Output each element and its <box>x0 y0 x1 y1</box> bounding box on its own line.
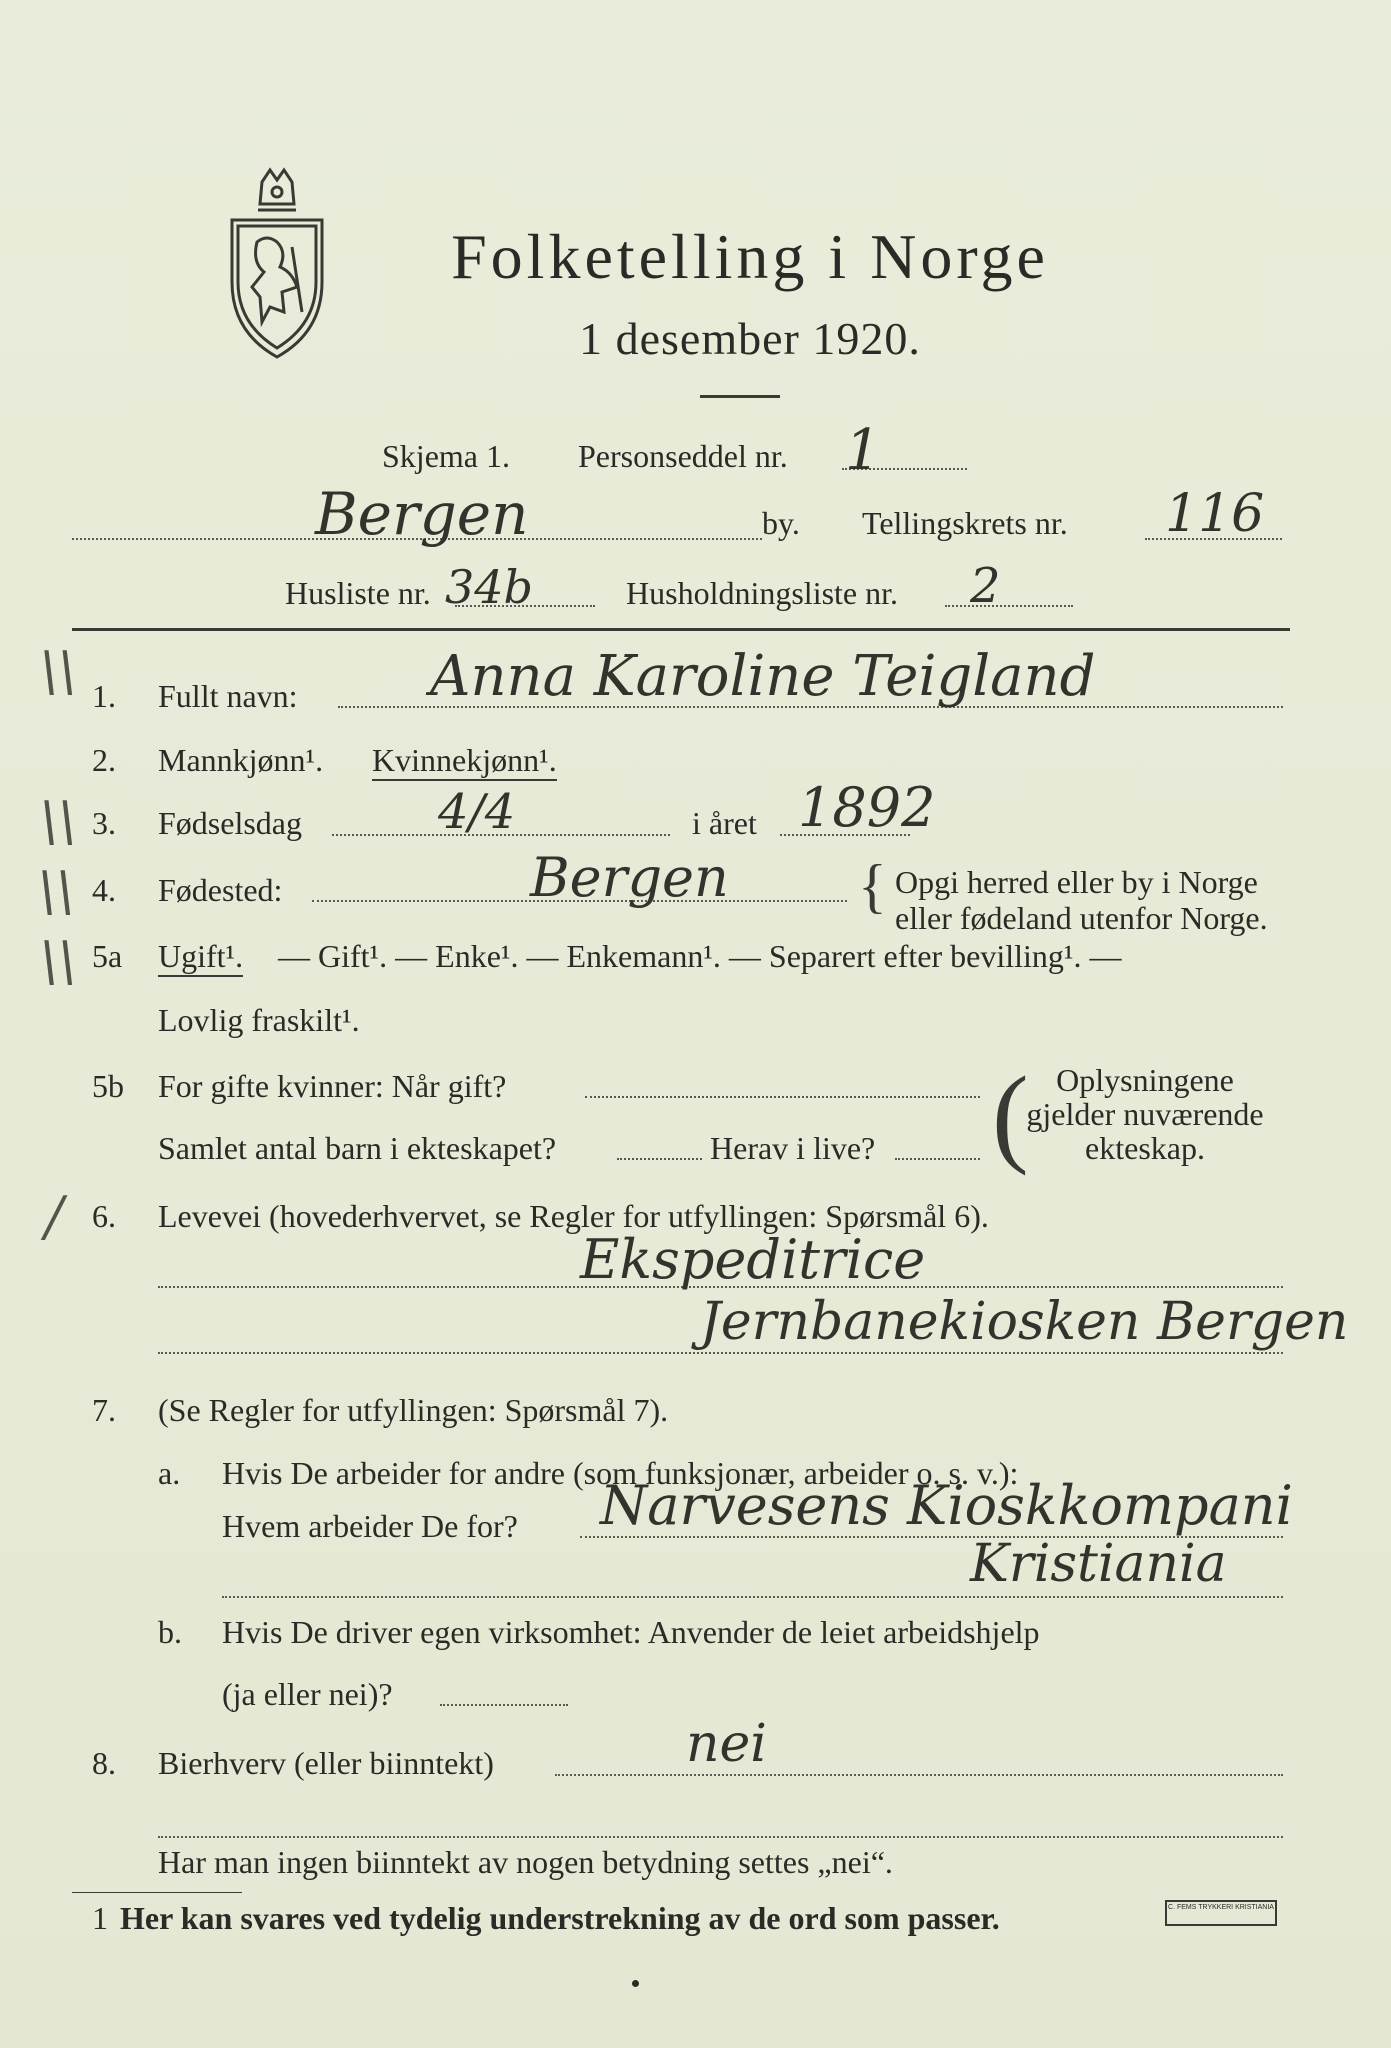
q5a-number: 5a <box>92 938 123 974</box>
coat-of-arms-icon <box>222 162 332 362</box>
q5b-note-brace: ( <box>992 1054 1029 1176</box>
husholdningsliste-value: 2 <box>970 558 1001 614</box>
q1-number: 1. <box>92 678 116 714</box>
q7-number: 7. <box>92 1392 116 1428</box>
q4-label: Fødested: <box>158 872 283 908</box>
q2-number: 2. <box>92 742 116 778</box>
husliste-value: 34b <box>445 560 533 614</box>
side-income-field-line2[interactable] <box>158 1836 1283 1838</box>
birth-year-value: 1892 <box>798 776 936 839</box>
side-income-value: nei <box>686 1714 767 1774</box>
side-income-field[interactable] <box>555 1774 1283 1776</box>
occupation-value-line1: Ekspeditrice <box>580 1228 926 1291</box>
q7a-question: Hvem arbeider De for? <box>222 1508 518 1544</box>
q5b-note-line2: gjelder nuværende <box>1026 1096 1264 1132</box>
q6-label: Levevei (hovederhvervet, se Regler for utfyllingen: Spørsmål 6). <box>158 1198 989 1234</box>
printer-stamp: C. FEMS TRYKKERI KRISTIANIA <box>1165 1900 1277 1926</box>
tellingskrets-label: Tellingskrets nr. <box>862 505 1068 541</box>
check-mark-4: \\ <box>38 860 75 923</box>
footnote-divider <box>72 1892 242 1893</box>
q1-label: Fullt navn: <box>158 678 298 714</box>
form-title: Folketelling i Norge <box>451 221 1049 292</box>
q5a-ugift-option[interactable]: Ugift¹. <box>158 938 243 977</box>
q8-number: 8. <box>92 1745 116 1781</box>
q5b-note-line1: Oplysningene <box>1056 1062 1234 1098</box>
birthday-value: 4/4 <box>438 784 516 840</box>
footnote-text: Her kan svares ved tydelig understrekning av de ord som passer. <box>120 1900 1000 1936</box>
tellingskrets-value: 116 <box>1165 484 1265 544</box>
q4-note-brace: { <box>858 853 887 919</box>
q7b-letter: b. <box>158 1614 182 1650</box>
husholdningsliste-label: Husholdningsliste nr. <box>626 575 899 611</box>
q3-number: 3. <box>92 805 116 841</box>
q7b-question: (ja eller nei)? <box>222 1676 393 1712</box>
married-date-field[interactable] <box>585 1096 980 1098</box>
q7b-text: Hvis De driver egen virksomhet: Anvender de leiet arbeidshjelp <box>222 1614 1040 1650</box>
by-label: by. <box>762 505 800 541</box>
q5a-other-options[interactable]: — Gift¹. — Enke¹. — Enkemann¹. — Separert efter bevilling¹. — <box>278 938 1122 974</box>
check-mark-6: / <box>45 1185 64 1248</box>
q3-year-label: i året <box>692 805 757 841</box>
q2-female-option[interactable]: Kvinnekjønn¹. <box>372 742 557 781</box>
q4-number: 4. <box>92 872 116 908</box>
check-mark-3: \\ <box>40 790 77 853</box>
q5b-label-line2a: Samlet antal barn i ekteskapet? <box>158 1130 557 1166</box>
q2-male-option[interactable]: Mannkjønn¹. <box>158 742 324 778</box>
birthplace-value: Bergen <box>530 846 729 909</box>
q7a-letter: a. <box>158 1455 181 1491</box>
check-mark-1: \\ <box>40 640 77 703</box>
personseddel-value: 1 <box>845 418 881 483</box>
q3-label: Fødselsdag <box>158 805 302 841</box>
check-mark-5a: \\ <box>40 930 77 993</box>
footer-note: Har man ingen biinntekt av nogen betydning settes „nei“. <box>158 1844 893 1880</box>
husliste-label: Husliste nr. <box>285 575 431 611</box>
q5b-note-line3: ekteskap. <box>1085 1130 1205 1166</box>
full-name-value: Anna Karoline Teigland <box>430 644 1096 709</box>
title-divider <box>700 395 780 398</box>
employer-value-line1: Narvesens Kioskkompani <box>600 1474 1293 1537</box>
q5a-line2[interactable]: Lovlig fraskilt¹. <box>158 1002 360 1038</box>
personseddel-label: Personseddel nr. <box>578 438 788 474</box>
q5b-label-line2b: Herav i live? <box>710 1130 876 1166</box>
employer-field-line2[interactable] <box>222 1596 1283 1598</box>
form-date: 1 desember 1920. <box>579 313 921 364</box>
q5b-label-line1: For gifte kvinner: Når gift? <box>158 1068 507 1104</box>
footnote-mark: 1 <box>92 1900 108 1936</box>
employer-value-line2: Kristiania <box>970 1534 1227 1594</box>
children-count-field[interactable] <box>617 1158 702 1160</box>
occupation-value-line2: Jernbanekiosken Bergen <box>700 1292 1349 1352</box>
children-alive-field[interactable] <box>895 1158 980 1160</box>
hired-help-field[interactable] <box>440 1704 568 1706</box>
header-divider <box>72 628 1290 631</box>
page-dot <box>632 1980 639 1987</box>
q4-note-line1: Opgi herred eller by i Norge <box>895 864 1258 900</box>
city-value: Bergen <box>315 480 529 548</box>
skjema-label: Skjema 1. <box>382 438 510 474</box>
q8-label: Bierhverv (eller biinntekt) <box>158 1745 494 1781</box>
husholdningsliste-field[interactable] <box>945 605 1073 607</box>
q7-label: (Se Regler for utfyllingen: Spørsmål 7). <box>158 1392 669 1428</box>
q5b-number: 5b <box>92 1068 124 1104</box>
q6-number: 6. <box>92 1198 116 1234</box>
q7a-text: Hvis De arbeider for andre (som funksjonær, arbeider o. s. v.): <box>222 1455 1019 1491</box>
occupation-field-line2[interactable] <box>158 1352 1283 1354</box>
q4-note-line2: eller fødeland utenfor Norge. <box>895 900 1268 936</box>
